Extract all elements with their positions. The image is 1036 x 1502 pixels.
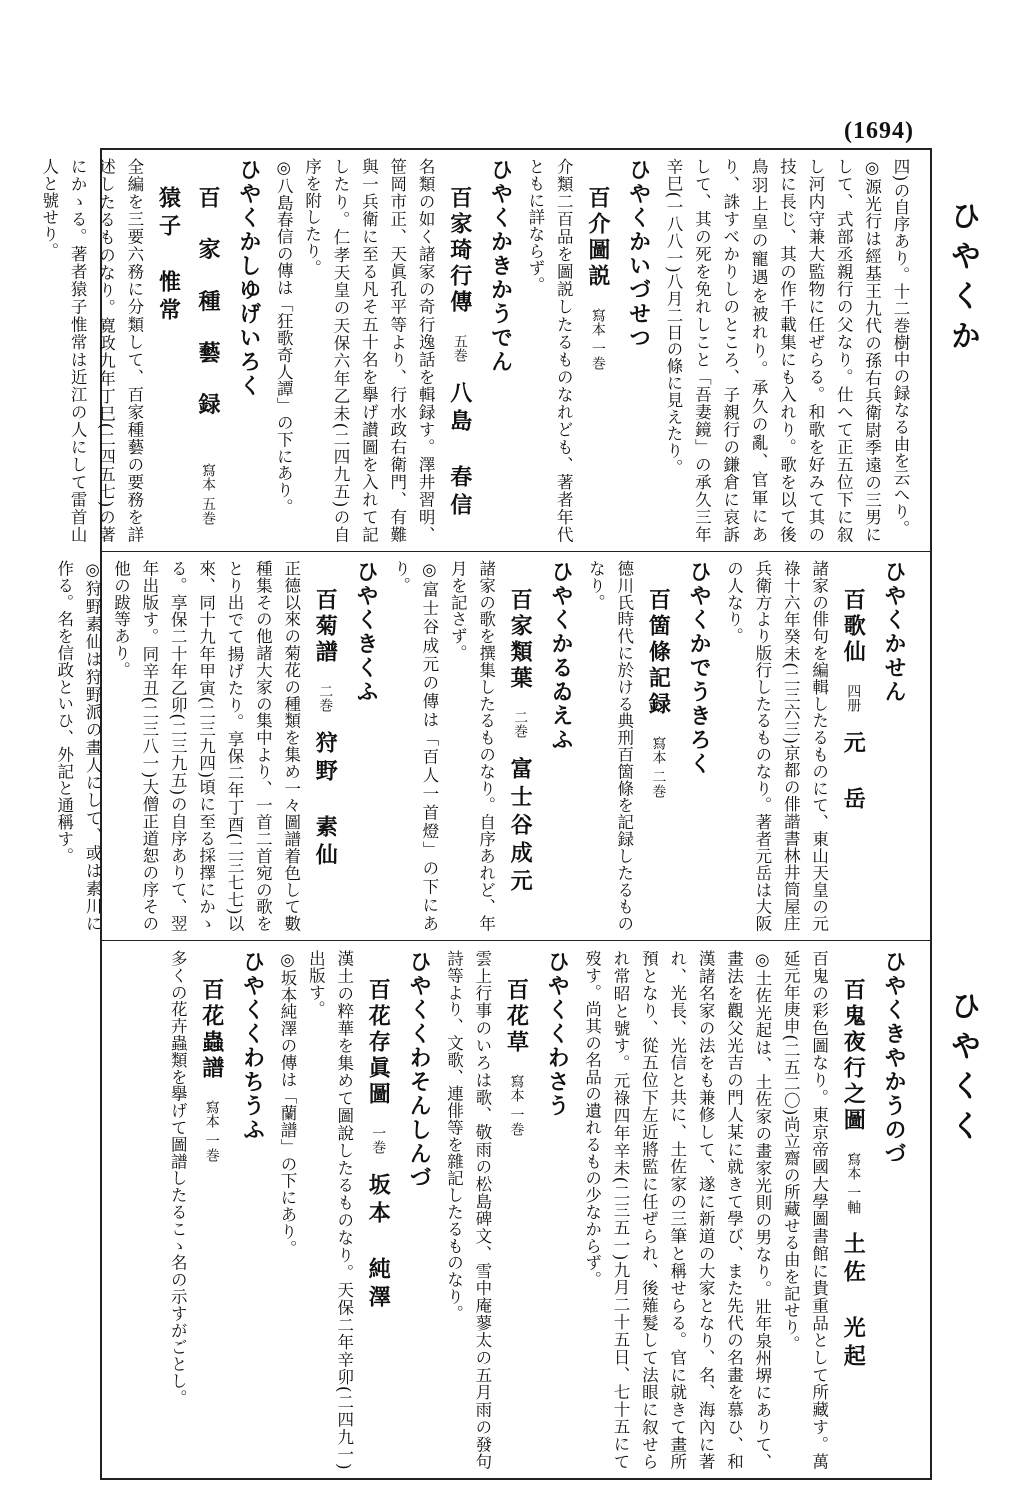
entry-body: 德川氏時代に於ける典刑百箇條を記録したるものなり。 [586,560,634,932]
entry-reading: ひやくくわそんしんづ [406,950,433,1190]
entry-author: 狩野 素仙 [312,730,339,871]
entry-title: 百鬼夜行之圖 [840,978,867,1134]
entry-volume: 二巻 [512,710,529,739]
entry-body: 雲上行事のいろは歌、敬雨の松島碑文、雪中庵蓼太の五月雨の發句詩等より、文歌、連俳等を雜記したるものなり。 [444,950,492,1470]
entry-reading: ひやくくわちうふ [239,950,266,1142]
entry-volume: 寫本 五巻 [200,462,217,525]
entry-body: ◎土佐光起は、土佐家の畫家光則の男なり。壯年泉州堺にありて、畫法を觀父光吉の門人某に就きて學び、また先代の名畫を慕ひ、和漢諸名家の法をも兼修して、遂に新道の大家となり、名、海內に著れ、光長、光信と共に、土佐家の三筆と稱せらる。官に就きて畫所預となり、從五位下左近將監に任ぜられ、後薙髮して法眼に叙せられ常昭と號す。元祿四年辛未(二三五一)九月二十五日、七十五にて歿す。尚其の名品の遺れるもの少なからず。 [582,950,772,1470]
entry-title-line [148,158,227,543]
entry-body: 正德以來の菊花の種類を集め一々圖譜着色して數種集その他諸大家の集中より、一首二首宛の歌をとり出でて揚げたり。享保二年丁酉(二三七七)以來、同十九年甲寅(二三九四)頃に至る採擇にかゝる。享保二十年乙卯(二三九五)の自序ありて、翌年出版す。同辛丑(二三八一)大僧正道恕の序その他の跋等あり。 [111,560,301,932]
entry-title: 百花蟲譜 [198,978,225,1082]
entry [443,560,581,932]
entry-title: 百花存眞圖 [365,978,392,1108]
entry-reading: ひやくかでうきろく [686,560,713,776]
entry-reading: ひやくかるゐえふ [547,560,574,752]
entry-body: ◎源光行は經基王九代の孫右兵衛尉季遠の三男にして、式部丞親行の父なり。仕へて正五位下に叙し河内守兼大監物に任ぜらる。和歌を好みて其の技に長じ、其の作千載集にも入れり。歌を以て後鳥羽上皇の寵遇を被れり。承久の亂、官軍にあり、誅すべかりしのところ、子親行の鎌倉に哀訴して、其の死を免れしこと「吾妻鏡」の承久三年辛巳(一八八一)八月二日の條に見えたり。 [664,158,882,543]
entry-author: 元 岳 [840,730,867,815]
tier-divider-1 [100,551,932,552]
entry [581,560,719,932]
entry-volume: 寫本 一巻 [589,308,606,371]
entry [269,158,297,543]
entry-reading: ひやくかしゆげいろく [235,158,262,398]
entry-title-line [638,560,678,932]
tier-1-column [34,158,914,543]
entry-title-line [577,158,617,543]
entry-body: 百鬼の彩色圖なり。東京帝國大學圖書館に貴重品として所藏す。萬延元年庚申(二五二〇)尚立齋の所藏せる由を記せり。 [781,950,829,1470]
tier-3 [114,950,914,1470]
entry-title-line [833,560,873,932]
header-kana-bottom: ひやくく [945,990,980,1150]
entry-title-line [833,950,873,1470]
entry [659,158,886,543]
entry [163,950,273,1470]
tier-divider-2 [100,940,932,941]
entry [886,158,914,543]
entry-title: 百家種藝録 [195,186,222,445]
tier-2-column [49,560,914,932]
entry-body: 漢土の粹華を集めて圖說したるものなり。天保二年辛卯(二四九一)出版す。 [306,950,354,1470]
entry-reading: ひやくきやかうのづ [881,950,907,1166]
entry [439,950,577,1470]
entry [776,950,914,1470]
entry-title: 百菊譜 [312,588,339,666]
entry [49,560,106,932]
entry-volume: 寫本 一巻 [203,1100,220,1163]
entry-volume: 五巻 [451,334,468,363]
entry [297,158,520,543]
entry [386,560,443,932]
entry-title-line [305,560,345,932]
entry-volume: 二巻 [317,684,334,713]
entry-body: 全編を三要六務に分類して、百家種藝の要務を詳述したるものなり。寛政九年丁巳(二四五七)の著にかゝる。著者猿子惟常は近江の人にして雷首山人と號せり。 [39,158,144,543]
entry-author: 土佐 光起 [840,1232,867,1373]
entry-reading: ひやくかきかうでん [487,158,514,374]
entry-volume: 寫本 二巻 [650,736,667,799]
tier-1 [39,158,914,543]
entry-title: 百家琦行傳 [446,186,473,316]
entry-volume: 一巻 [370,1126,387,1155]
entry-title: 百箇條記録 [645,588,672,718]
page-number: (1694) [844,118,914,144]
entry-author: 猿子 惟常 [155,186,182,326]
entry [106,560,386,932]
entry-author: 富士谷成元 [507,756,534,897]
entry-title-line [358,950,398,1470]
entry-volume: 四册 [845,684,862,713]
entry-title: 百家類葉 [507,588,534,692]
entry-volume: 寫本 一巻 [508,1074,525,1137]
entry [34,158,268,543]
tier-2 [54,560,914,932]
entry-body: 介類二百品を圖説したるものなれども、著者年代ともに詳ならず。 [525,158,574,543]
entry-title: 百歌仙 [840,588,867,666]
entry-body: 多くの花卉蟲類を擧げて圖譜したるこゝ名の示すがごとし。 [168,950,188,1407]
entry-author: 八島 春信 [446,380,473,521]
entry-body: 諸家の歌を撰集したるものなり。自序あれど、年月を記さず。 [448,560,496,932]
entry-title-line [439,158,479,543]
entry [273,950,301,1470]
entry-body: ◎八島春信の傳は「狂歌奇人譚」の下にあり。 [274,158,294,516]
entry-body: ◎富士谷成元の傳は「百人一首燈」の下にあり。 [391,560,439,932]
entry-reading: ひやくきくふ [353,560,380,704]
entry-reading: ひやくくわさう [544,950,571,1118]
entry-body: ◎坂本純澤の傳は「蘭譜」の下にあり。 [277,950,297,1257]
entry-body: 名類の如く諸家の奇行逸話を輯録す。澤井習明、笹岡市正、天眞孔平等より、行水政右衛門、有難與一兵衛に至る凡そ五十名を擧げ讃圖を入れて記したり。仁孝天皇の天保六年乙未(二四九五)の自序を附したり。 [302,158,436,543]
entry-body: 四)の自序あり。十二巻樹中の録なる由を云へり。 [891,158,910,537]
entry [301,950,439,1470]
entry-title-line [496,950,536,1470]
entry-title-line [500,560,540,932]
tier-3-column [163,950,914,1470]
entry-body: ◎狩野素仙は狩野派の畫人にして、或は素川に作る。名を信政といひ、外記と通稱す。 [54,560,103,932]
entry-body: 諸家の俳句を編輯したるものにて、東山天皇の元祿十六年癸未(二三六三)京都の俳諧書林井筒屋庄兵衛方より版行したるものなり。著者元岳は大阪の人なり。 [724,560,829,932]
entry [577,950,776,1470]
entry-reading: ひやくかせん [881,560,907,704]
header-kana-top: ひやくか [945,200,980,360]
entry-reading: ひやくかいづせつ [625,158,652,350]
entry [719,560,914,932]
entry-volume: 寫本 一軸 [845,1152,862,1215]
entry-title: 百花草 [503,978,530,1056]
entry-title: 百介圖説 [584,186,611,290]
entry [520,158,658,543]
entry-author: 坂本 純澤 [365,1172,392,1313]
entry-title-line [191,950,231,1470]
